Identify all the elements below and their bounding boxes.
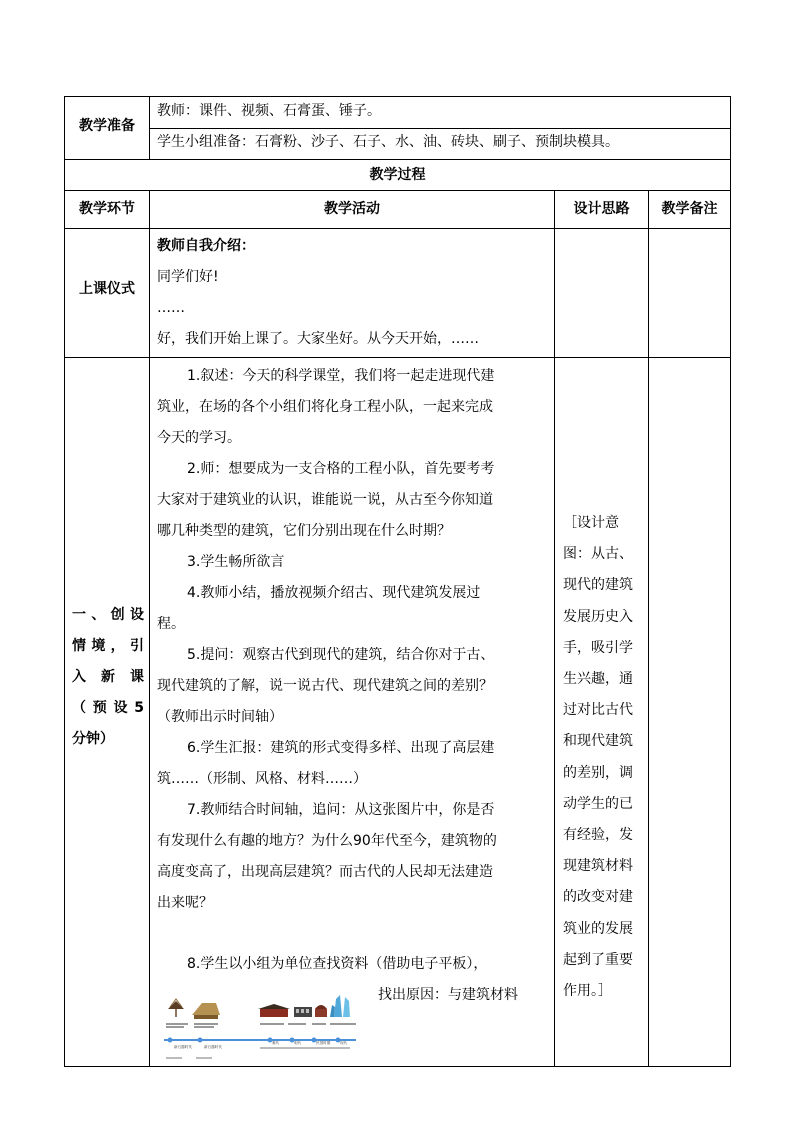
timeline-dot [168,1038,173,1043]
section1-label [72,600,144,755]
design-line: 的差别，调 [563,764,633,781]
prep-label: 教学准备 [79,118,135,134]
ancient-thatch-house-icon [192,1003,220,1019]
design-line: 现代的建筑 [563,577,633,594]
design-line: 筑业的发展 [563,920,633,937]
activity-line: 找出原因：与建筑材料 [378,987,518,1003]
design-line: 现建筑材料 [563,858,633,875]
timeline-era: 新石器时代 [174,1045,192,1049]
design-line: 动学生的已 [563,795,633,812]
activity-line: 1.叙述：今天的科学课堂，我们将一起走进现代建 [187,368,495,384]
activity-line: 程。 [157,616,185,632]
design-line: 图：从古、 [563,546,633,563]
section1-label-line: （预设5 [72,700,144,716]
timeline-era: 明代 [294,1041,302,1045]
design-line: 生兴趣，通 [563,671,633,688]
activity-line: 高度变高了，出现高层建筑？而古代的人民却无法建造 [157,864,493,880]
activity-line: （教师出示时间轴） [157,709,283,725]
header-activity: 教学活动 [324,201,380,217]
prep-group: 学生小组准备：石膏粉、沙子、石子、水、油、砖块、刷子、预制块模具。 [157,134,619,150]
opening-label: 上课仪式 [79,281,135,297]
activity-line: 现代建筑的了解，说一说古代、现代建筑之间的差别？ [157,678,493,694]
timeline-dot [198,1038,203,1043]
opening-line: 好，我们开始上课了。大家坐好。从今天开始，…… [157,331,479,347]
opening-line: …… [157,300,185,316]
section1-label-line: 分钟） [72,731,114,747]
activity-line: 有发现什么有趣的地方？为什么90年代至今，建筑物的 [157,833,497,849]
timeline-era: 秦代 [272,1041,280,1045]
section1-label-line: 情境，引 [72,638,144,654]
activity-line: 3.学生畅所欲言 [187,554,285,570]
architecture-timeline-image [160,995,360,1061]
activity-line: 哪几种类型的建筑，它们分别出现在什么时期？ [157,523,451,539]
activity-line: 筑……（形制、风格、材料……） [157,771,367,787]
activity-line: 大家对于建筑业的认识，谁能说一说，从古至今你知道 [157,492,493,508]
activity-line: 4.教师小结，播放视频介绍古、现代建筑发展过 [187,585,481,601]
design-line: 起到了重要 [563,951,633,968]
design-line: 作用。］ [563,983,612,1000]
palace-icon [258,1004,290,1017]
mansion-icon [294,1007,312,1017]
activity-line: 出来呢？ [157,895,213,911]
header-design: 设计思路 [573,201,630,217]
domed-building-icon [315,1005,327,1017]
design-notes [563,508,645,1007]
activity-line: 7.教师结合时间轴，追问：从这张图片中，你是否 [187,802,495,818]
design-line: 发展历史入 [563,608,633,625]
timeline-era: 新石器时代 [204,1045,222,1049]
section1-label-line: 一、创设 [72,607,144,623]
activity-line: 8.学生以小组为单位查找资料（借助电子平板）， [187,956,488,972]
design-line: 手，吸引学 [563,639,633,656]
header-stage: 教学环节 [79,201,135,217]
process-title: 教学过程 [369,167,426,183]
design-line: 和现代建筑 [563,733,633,750]
opening-line: 教师自我介绍： [157,238,255,254]
prep-teacher: 教师：课件、视频、石膏蛋、锤子。 [157,103,381,119]
header-notes: 教学备注 [661,201,718,217]
design-line: 过对比古代 [563,702,633,719]
activity-line: 筑业，在场的各个小组们将化身工程小队，一起来完成 [157,399,493,415]
design-line: 有经验，发 [563,827,633,844]
design-line: 的改变对建 [563,889,633,906]
ancient-hut-icon [168,999,184,1017]
design-line: ［设计意 [563,515,619,531]
activity-line: 2.师：想要成为一支合格的工程小队，首先要考考 [187,461,495,477]
activity-line: 今天的学习。 [157,430,241,446]
opening-line: 同学们好! [157,269,219,285]
section1-label-line: 入 新 课 [72,669,144,685]
activity-line: 6.学生汇报：建筑的形式变得多样、出现了高层建 [187,740,495,756]
timeline-era: 现代 [340,1041,348,1045]
skyscraper-icon [330,995,350,1017]
timeline-era: 民国时期 [316,1041,331,1045]
activity-line: 5.提问：观察古代到现代的建筑，结合你对于古、 [187,647,495,663]
